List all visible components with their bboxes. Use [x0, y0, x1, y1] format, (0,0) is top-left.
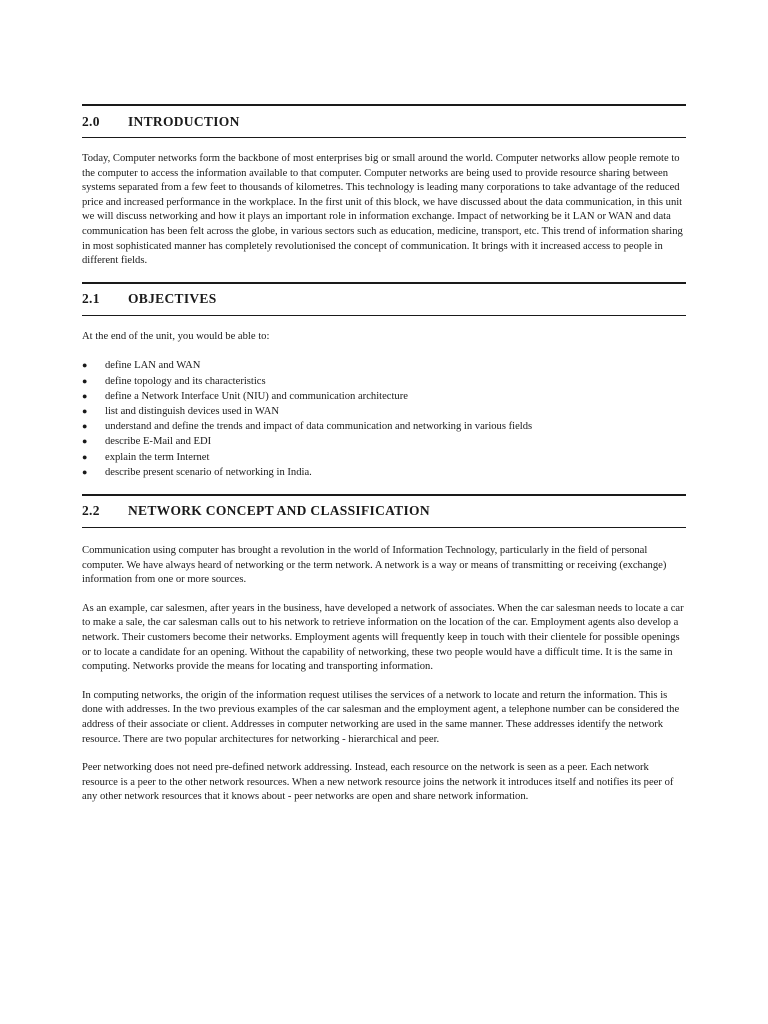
- network-paragraph-2: As an example, car salesmen, after years in the business, have developed a network of associates. When the car salesman needs to locate a car to make a sale, the car salesman calls out to his network to retrieve information on the location of the car. Employment agents also develop a network. Their customers become their networks. Employment agents will frequently keep in touch with their clientele for possible openings or to locate a candidate for an opening. Without the capability of networking, these two people would have a difficult time. It is the same in computing. Networks provide the means for locating and transporting information.: [82, 602, 684, 673]
- section-heading-objectives: [82, 282, 686, 316]
- section-number: 2.2: [82, 503, 100, 519]
- list-item-text: describe present scenario of networking in India.: [105, 466, 312, 478]
- network-paragraph-1: Communication using computer has brought a revolution in the world of Information Technology, particularly in the field of personal computer. We have always heard of networking or the term network. A network is a way or means of transmitting or receiving (exchange) information from one or more sources.: [82, 544, 667, 586]
- list-item: [82, 404, 686, 419]
- objectives-lead: At the end of the unit, you would be able to:: [82, 330, 270, 342]
- bullet-icon: ●: [82, 466, 88, 477]
- network-paragraph-3: In computing networks, the origin of the information request utilises the services of a network to locate and return the information. This is done with addresses. In the two previous examples of the car salesman and the employment agent, a telephone number can be considered the address of their associate or client. Addresses in computer networking are used in the same manner. These addresses identify the network resource. There are two popular architectures for networking - hierarchical and peer.: [82, 689, 680, 745]
- list-item-text: define topology and its characteristics: [105, 375, 266, 387]
- list-item: [82, 374, 686, 389]
- intro-paragraph: Today, Computer networks form the backbone of most enterprises big or small around the world. Computer networks allow people remote to the computer to access the information available to that computer. Computer networks are being used to provide resource sharing between systems separated from a few feet to thousands of kilometres. This technology is leading many corporations to take advantage of the reduced price and increased performance in the workplace. In the first unit of this block, we have discussed about the data communication, in this unit we will discuss networking and how it plays an important role in information exchange. Impact of networking be it LAN or WAN and data communication has been felt across the globe, in various sectors such as education, medicine, transport, etc. This trend of information sharing in most sophisticated manner has completely revolutionised the concept of communication. It brings with it increased access to people in different fields.: [82, 153, 683, 267]
- list-item: [82, 434, 686, 449]
- list-item-text: describe E-Mail and EDI: [105, 436, 212, 448]
- list-item: [82, 419, 686, 434]
- list-item: [82, 389, 686, 404]
- section-title: INTRODUCTION: [128, 113, 240, 129]
- bullet-icon: ●: [82, 405, 88, 416]
- bullet-icon: ●: [82, 390, 88, 401]
- bullet-icon: ●: [82, 436, 88, 447]
- bullet-icon: ●: [82, 421, 88, 432]
- bullet-icon: ●: [82, 360, 88, 371]
- list-item-text: understand and define the trends and impact of data communication and networking in various fields: [105, 421, 533, 433]
- list-item-text: define a Network Interface Unit (NIU) and communication architecture: [105, 390, 408, 402]
- bullet-icon: ●: [82, 375, 88, 386]
- section-heading-network-concept: [82, 494, 686, 528]
- section-title: NETWORK CONCEPT AND CLASSIFICATION: [128, 503, 430, 519]
- section-heading-introduction: [82, 104, 686, 138]
- list-item: [82, 450, 686, 465]
- list-item-text: define LAN and WAN: [105, 360, 201, 372]
- section-title: OBJECTIVES: [128, 291, 217, 307]
- list-item: [82, 358, 686, 373]
- network-paragraph-4: Peer networking does not need pre-defined network addressing. Instead, each resource on the network is seen as a peer. Each network resource is a peer to the other network resources. When a new network resource joins the network it introduces itself and notifies its peer of any other network resources that it knows about - peer networks are open and share network information.: [82, 762, 674, 803]
- document-page: [82, 104, 686, 805]
- list-item-text: list and distinguish devices used in WAN: [105, 405, 279, 417]
- objectives-list: [82, 358, 686, 480]
- section-number: 2.1: [82, 291, 100, 307]
- list-item-text: explain the term Internet: [105, 451, 210, 463]
- section-number: 2.0: [82, 113, 100, 129]
- list-item: [82, 465, 686, 480]
- bullet-icon: ●: [82, 451, 88, 462]
